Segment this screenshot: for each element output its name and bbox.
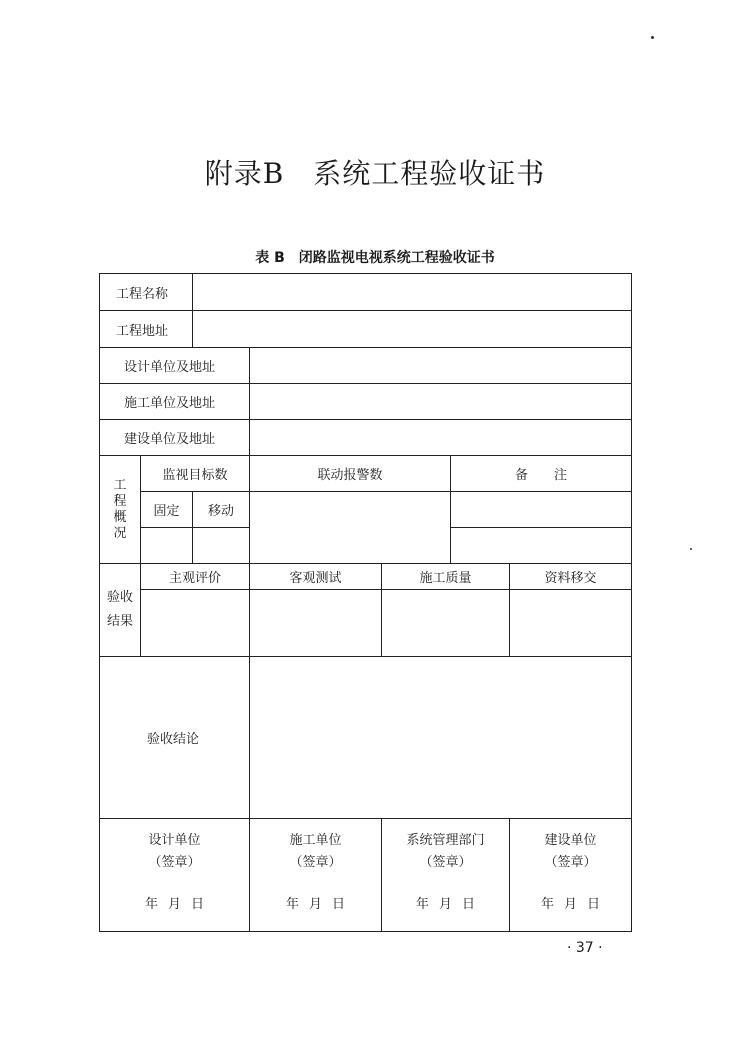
conclusion-value[interactable] xyxy=(250,656,632,818)
row-design-unit xyxy=(100,348,632,384)
document-handover-value[interactable] xyxy=(510,590,632,656)
row-project-address xyxy=(100,311,632,348)
construction-unit-label: 施工单位及地址 xyxy=(100,384,250,420)
construction-unit-value[interactable] xyxy=(250,384,632,420)
mobile-value[interactable] xyxy=(193,528,250,564)
acceptance-certificate-table xyxy=(99,273,632,932)
table-caption-title: 闭路监视电视系统工程验收证书 xyxy=(298,250,495,266)
row-project-name xyxy=(100,274,632,311)
signature-design-unit[interactable]: 设计单位 （签章） 年 月 日 xyxy=(100,818,250,931)
page-number: · 37 · xyxy=(567,940,603,956)
mobile-header: 移动 xyxy=(193,492,250,528)
project-address-label: 工程地址 xyxy=(100,311,193,348)
table-caption xyxy=(0,247,750,267)
alarm-count-value[interactable] xyxy=(250,492,451,564)
row-builder-unit xyxy=(100,420,632,456)
project-name-value[interactable] xyxy=(193,274,632,311)
objective-test-header: 客观测试 xyxy=(250,564,382,590)
scan-speck xyxy=(651,36,654,39)
row-overview-sub xyxy=(100,492,632,528)
page-title: 附录B 系统工程验收证书 xyxy=(204,157,546,190)
objective-test-value[interactable] xyxy=(250,590,382,656)
project-address-value[interactable] xyxy=(193,311,632,348)
builder-unit-value[interactable] xyxy=(250,420,632,456)
construction-quality-value[interactable] xyxy=(382,590,510,656)
construction-quality-header: 施工质量 xyxy=(382,564,510,590)
monitor-count-header: 监视目标数 xyxy=(141,456,250,492)
signature-system-management[interactable]: 系统管理部门 （签章） 年 月 日 xyxy=(382,818,510,931)
document-handover-header: 资料移交 xyxy=(510,564,632,590)
row-acceptance-header xyxy=(100,564,632,590)
row-construction-unit xyxy=(100,384,632,420)
design-unit-label: 设计单位及地址 xyxy=(100,348,250,384)
subjective-evaluation-value[interactable] xyxy=(141,590,250,656)
row-overview-header xyxy=(100,456,632,492)
conclusion-label: 验收结论 xyxy=(100,656,250,818)
subjective-evaluation-header: 主观评价 xyxy=(141,564,250,590)
row-conclusion xyxy=(100,656,632,818)
alarm-count-header: 联动报警数 xyxy=(250,456,451,492)
design-unit-value[interactable] xyxy=(250,348,632,384)
overview-label: 工 程 概 况 xyxy=(100,456,141,564)
project-name-label: 工程名称 xyxy=(100,274,193,311)
builder-unit-label: 建设单位及地址 xyxy=(100,420,250,456)
remarks-header: 备 注 xyxy=(451,456,632,492)
remarks-value-2[interactable] xyxy=(451,528,632,564)
table-caption-prefix: 表 B xyxy=(255,250,285,266)
row-signatures xyxy=(100,818,632,931)
fixed-header: 固定 xyxy=(141,492,193,528)
signature-construction-unit[interactable]: 施工单位 （签章） 年 月 日 xyxy=(250,818,382,931)
fixed-value[interactable] xyxy=(141,528,193,564)
signature-builder-unit[interactable]: 建设单位 （签章） 年 月 日 xyxy=(510,818,632,931)
acceptance-result-label: 验收 结果 xyxy=(100,564,141,656)
remarks-value-1[interactable] xyxy=(451,492,632,528)
row-acceptance-values xyxy=(100,590,632,656)
scan-speck xyxy=(690,548,692,550)
